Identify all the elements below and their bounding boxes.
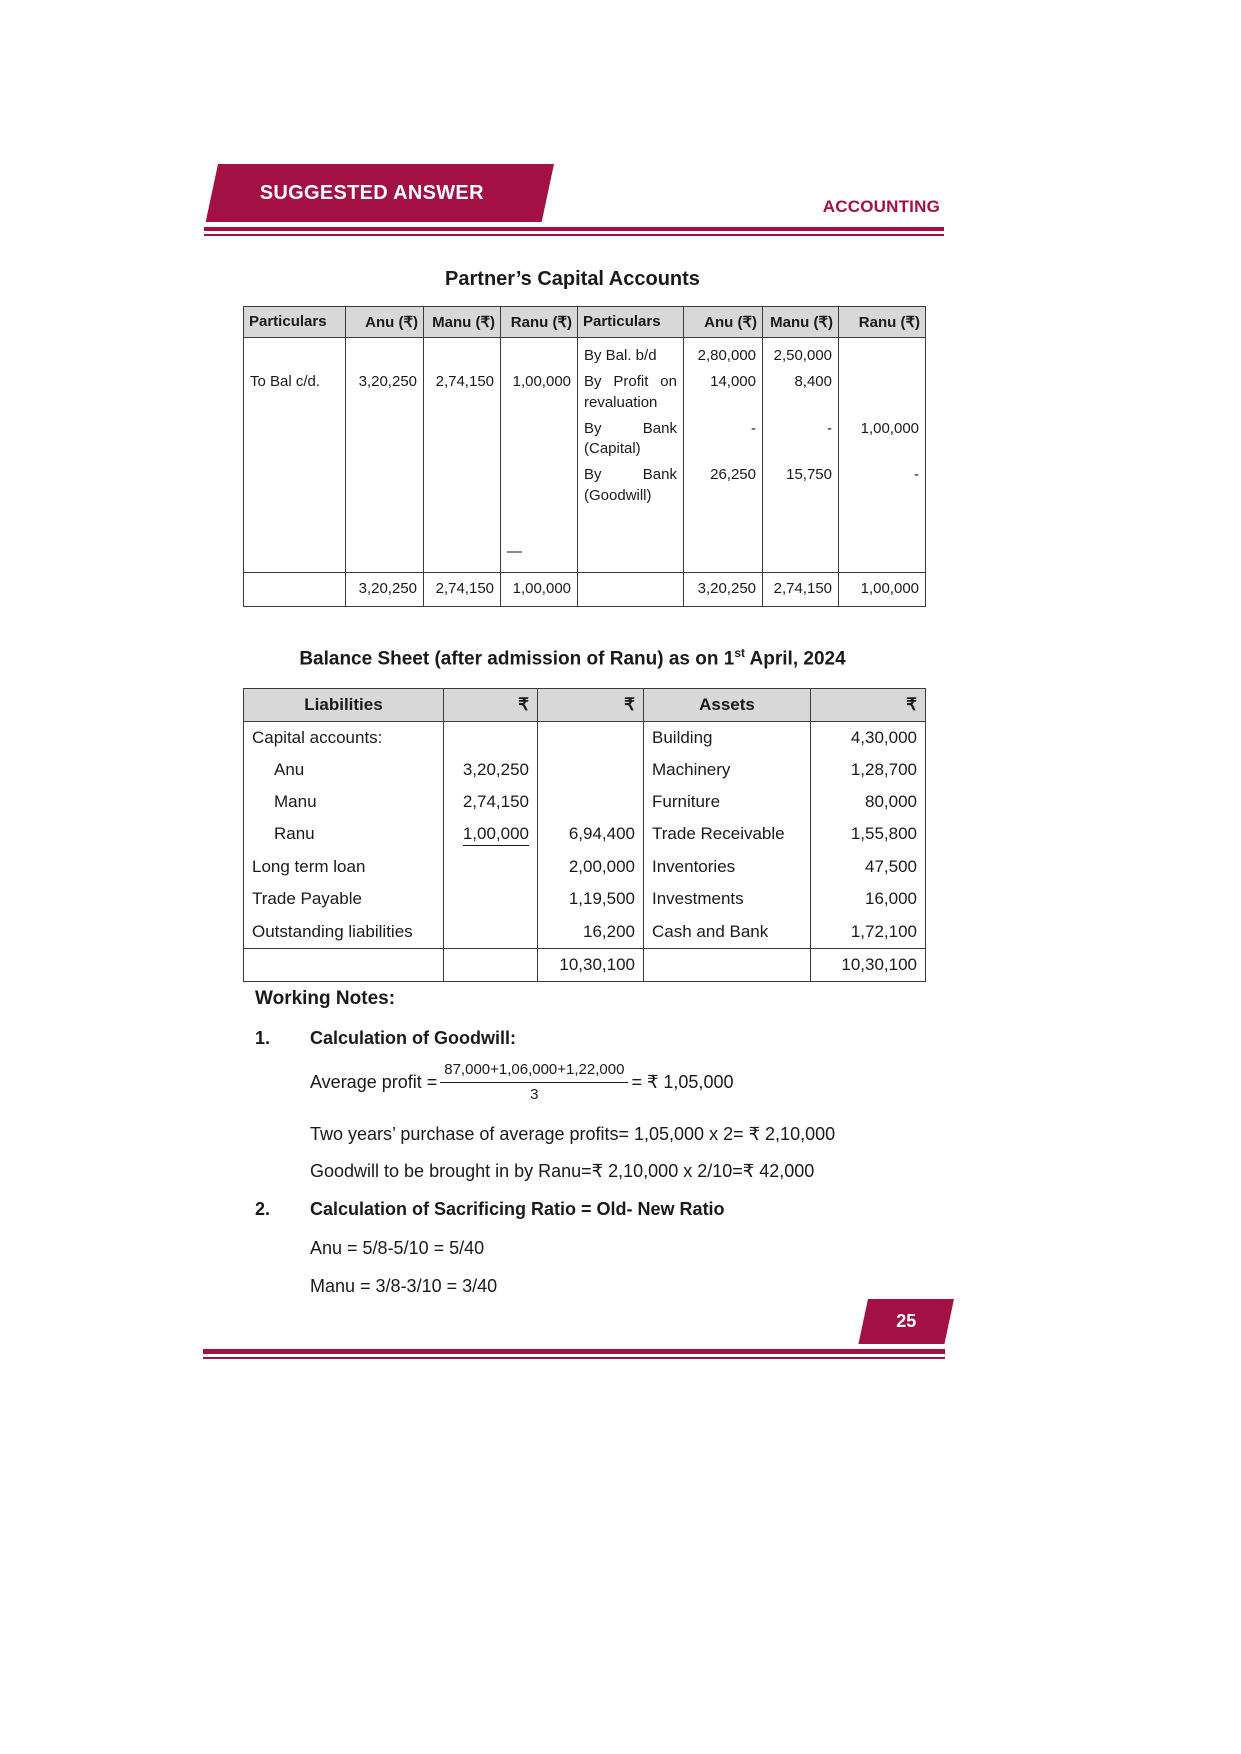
average-profit-formula: [310, 1060, 733, 1104]
balance-sheet-table: [243, 688, 926, 982]
table-cell: 1,00,000: [501, 369, 578, 416]
table-cell: 2,80,000: [684, 338, 763, 370]
table-cell: [578, 573, 684, 606]
table-cell: 1,55,800: [811, 818, 926, 851]
column-header: ₹: [811, 689, 926, 722]
table-cell: 47,500: [811, 851, 926, 883]
capital-accounts-table-wrap: [243, 306, 926, 607]
table-cell: [444, 916, 538, 949]
table-cell: 3,20,250: [346, 369, 424, 416]
table-cell: 2,50,000: [763, 338, 839, 370]
table-cell: Machinery: [644, 754, 811, 786]
column-header: Anu (₹): [684, 307, 763, 338]
table-cell: [538, 722, 644, 755]
balance-sheet-title: [205, 646, 940, 670]
note-2-anu-line: Anu = 5/8-5/10 = 5/40: [310, 1238, 485, 1258]
table-cell: Trade Receivable: [644, 818, 811, 851]
formula-result: = ₹ 1,05,000: [631, 1071, 734, 1092]
table-cell: —: [501, 509, 578, 573]
table-cell: [538, 754, 644, 786]
table-cell: [424, 509, 501, 573]
table-cell: Ranu: [244, 818, 444, 851]
note-2-manu-line: Manu = 3/8-3/10 = 3/40: [310, 1276, 498, 1296]
table-cell: [346, 338, 424, 370]
table-row: [244, 883, 926, 915]
table-cell: [424, 462, 501, 509]
table-cell: [244, 462, 346, 509]
table-cell: [839, 509, 926, 573]
header-rule-thick: [204, 227, 944, 231]
table-cell: 15,750: [763, 462, 839, 509]
table-cell: 1,00,000: [839, 416, 926, 463]
table-cell: [538, 786, 644, 818]
table-cell: [244, 573, 346, 606]
formula-label: Average profit =: [310, 1071, 438, 1092]
note-1-line-3: Goodwill to be brought in by Ranu=₹ 2,10,000 x 2/10=₹ 42,000: [310, 1161, 815, 1181]
balance-sheet-title-ordinal: st: [734, 646, 745, 660]
table-cell: 6,94,400: [538, 818, 644, 851]
table-cell: 10,30,100: [538, 948, 644, 981]
table-cell: 14,000: [684, 369, 763, 416]
table-cell: Long term loan: [244, 851, 444, 883]
table-cell: [244, 338, 346, 370]
table-row: [244, 416, 926, 463]
column-header: ₹: [538, 689, 644, 722]
note-1-heading: [255, 1028, 516, 1049]
table-cell: 16,000: [811, 883, 926, 915]
column-header: Anu (₹): [346, 307, 424, 338]
fraction-numerator: 87,000+1,06,000+1,22,000: [440, 1060, 628, 1083]
banner-label: SUGGESTED ANSWER: [259, 181, 484, 204]
table-cell: 2,00,000: [538, 851, 644, 883]
fraction-denominator: 3: [530, 1085, 539, 1103]
table-cell: To Bal c/d.: [244, 369, 346, 416]
table-row: [244, 338, 926, 370]
table-cell: 8,400: [763, 369, 839, 416]
table-cell: [644, 948, 811, 981]
table-cell: 2,74,150: [424, 369, 501, 416]
fraction: [440, 1060, 628, 1104]
page-number: 25: [896, 1311, 917, 1331]
table-cell: 16,200: [538, 916, 644, 949]
table-cell: [424, 338, 501, 370]
table-cell: 1,00,000: [839, 573, 926, 606]
column-header: Particulars: [578, 307, 684, 338]
balance-sheet-table-wrap: [243, 688, 926, 982]
table-cell: 26,250: [684, 462, 763, 509]
table-cell: 3,20,250: [444, 754, 538, 786]
table-cell: Outstanding liabilities: [244, 916, 444, 949]
capital-table-header-row: [244, 307, 926, 338]
table-cell: [444, 948, 538, 981]
table-cell: -: [839, 462, 926, 509]
table-row: [244, 786, 926, 818]
table-cell: [444, 883, 538, 915]
table-row: [244, 818, 926, 851]
table-cell: [424, 416, 501, 463]
page-number-badge: [858, 1299, 954, 1344]
table-cell: [346, 462, 424, 509]
table-cell: 80,000: [811, 786, 926, 818]
note-number: 2.: [255, 1199, 271, 1219]
note-title: Calculation of Goodwill:: [310, 1028, 516, 1048]
table-cell: [839, 338, 926, 370]
capital-accounts-table: [243, 306, 926, 607]
balance-sheet-title-text: Balance Sheet (after admission of Ranu) as on 1: [299, 648, 735, 670]
table-cell: 1,00,000: [501, 573, 578, 606]
note-1-line-2: Two years’ purchase of average profits= 1,05,000 x 2= ₹ 2,10,000: [310, 1124, 836, 1144]
table-cell: [444, 851, 538, 883]
table-cell: By Bal. b/d: [578, 338, 684, 370]
table-row: [244, 916, 926, 949]
table-cell: Capital accounts:: [244, 722, 444, 755]
table-cell: [501, 462, 578, 509]
table-row: [244, 462, 926, 509]
table-cell: By Bank (Capital): [578, 416, 684, 463]
table-cell: [501, 416, 578, 463]
table-cell: [444, 722, 538, 755]
column-header: Liabilities: [244, 689, 444, 722]
underlined-amount: 1,00,000: [463, 823, 529, 846]
table-cell: [244, 948, 444, 981]
table-cell: [578, 509, 684, 573]
note-number: 1.: [255, 1028, 271, 1048]
table-cell: -: [684, 416, 763, 463]
table-cell: [763, 509, 839, 573]
table-cell: 3,20,250: [346, 573, 424, 606]
table-total-row: [244, 948, 926, 981]
capital-accounts-title: Partner’s Capital Accounts: [445, 268, 700, 290]
column-header: Ranu (₹): [501, 307, 578, 338]
table-cell: [244, 509, 346, 573]
balance-sheet-title-suffix: April, 2024: [744, 648, 846, 670]
table-cell: By Profit on revaluation: [578, 369, 684, 416]
table-cell: [501, 338, 578, 370]
column-header: Ranu (₹): [839, 307, 926, 338]
column-header: Manu (₹): [763, 307, 839, 338]
table-cell: 4,30,000: [811, 722, 926, 755]
table-cell: 2,74,150: [444, 786, 538, 818]
table-cell: Furniture: [644, 786, 811, 818]
table-cell: 2,74,150: [763, 573, 839, 606]
table-cell: 10,30,100: [811, 948, 926, 981]
table-cell: [839, 369, 926, 416]
table-cell: Cash and Bank: [644, 916, 811, 949]
table-cell: Manu: [244, 786, 444, 818]
column-header: ₹: [444, 689, 538, 722]
table-cell: 3,20,250: [684, 573, 763, 606]
table-cell: Inventories: [644, 851, 811, 883]
table-cell: 1,72,100: [811, 916, 926, 949]
table-cell: Building: [644, 722, 811, 755]
table-cell: 1,19,500: [538, 883, 644, 915]
table-cell: By Bank (Goodwill): [578, 462, 684, 509]
footer-rule-thin: [203, 1357, 945, 1359]
table-cell: Trade Payable: [244, 883, 444, 915]
table-row: [244, 722, 926, 755]
working-notes-heading: Working Notes:: [255, 988, 396, 1009]
balance-sheet-header-row: [244, 689, 926, 722]
column-header: Assets: [644, 689, 811, 722]
header-rule-thin: [204, 234, 944, 236]
column-header: Particulars: [244, 307, 346, 338]
table-cell: [684, 509, 763, 573]
table-cell: [346, 416, 424, 463]
table-cell: 2,74,150: [424, 573, 501, 606]
table-cell: Anu: [244, 754, 444, 786]
table-cell: [444, 818, 538, 851]
table-cell: [346, 509, 424, 573]
subject-label: ACCOUNTING: [822, 197, 940, 216]
table-row: [244, 369, 926, 416]
table-row: [244, 851, 926, 883]
table-row: [244, 754, 926, 786]
table-cell: Investments: [644, 883, 811, 915]
note-title: Calculation of Sacrificing Ratio = Old- New Ratio: [310, 1199, 725, 1219]
table-total-row: [244, 573, 926, 606]
table-cell: [244, 416, 346, 463]
column-header: Manu (₹): [424, 307, 501, 338]
table-row: [244, 509, 926, 573]
table-cell: -: [763, 416, 839, 463]
footer-rule-thick: [203, 1349, 945, 1354]
note-2-heading: [255, 1199, 725, 1220]
table-cell: 1,28,700: [811, 754, 926, 786]
